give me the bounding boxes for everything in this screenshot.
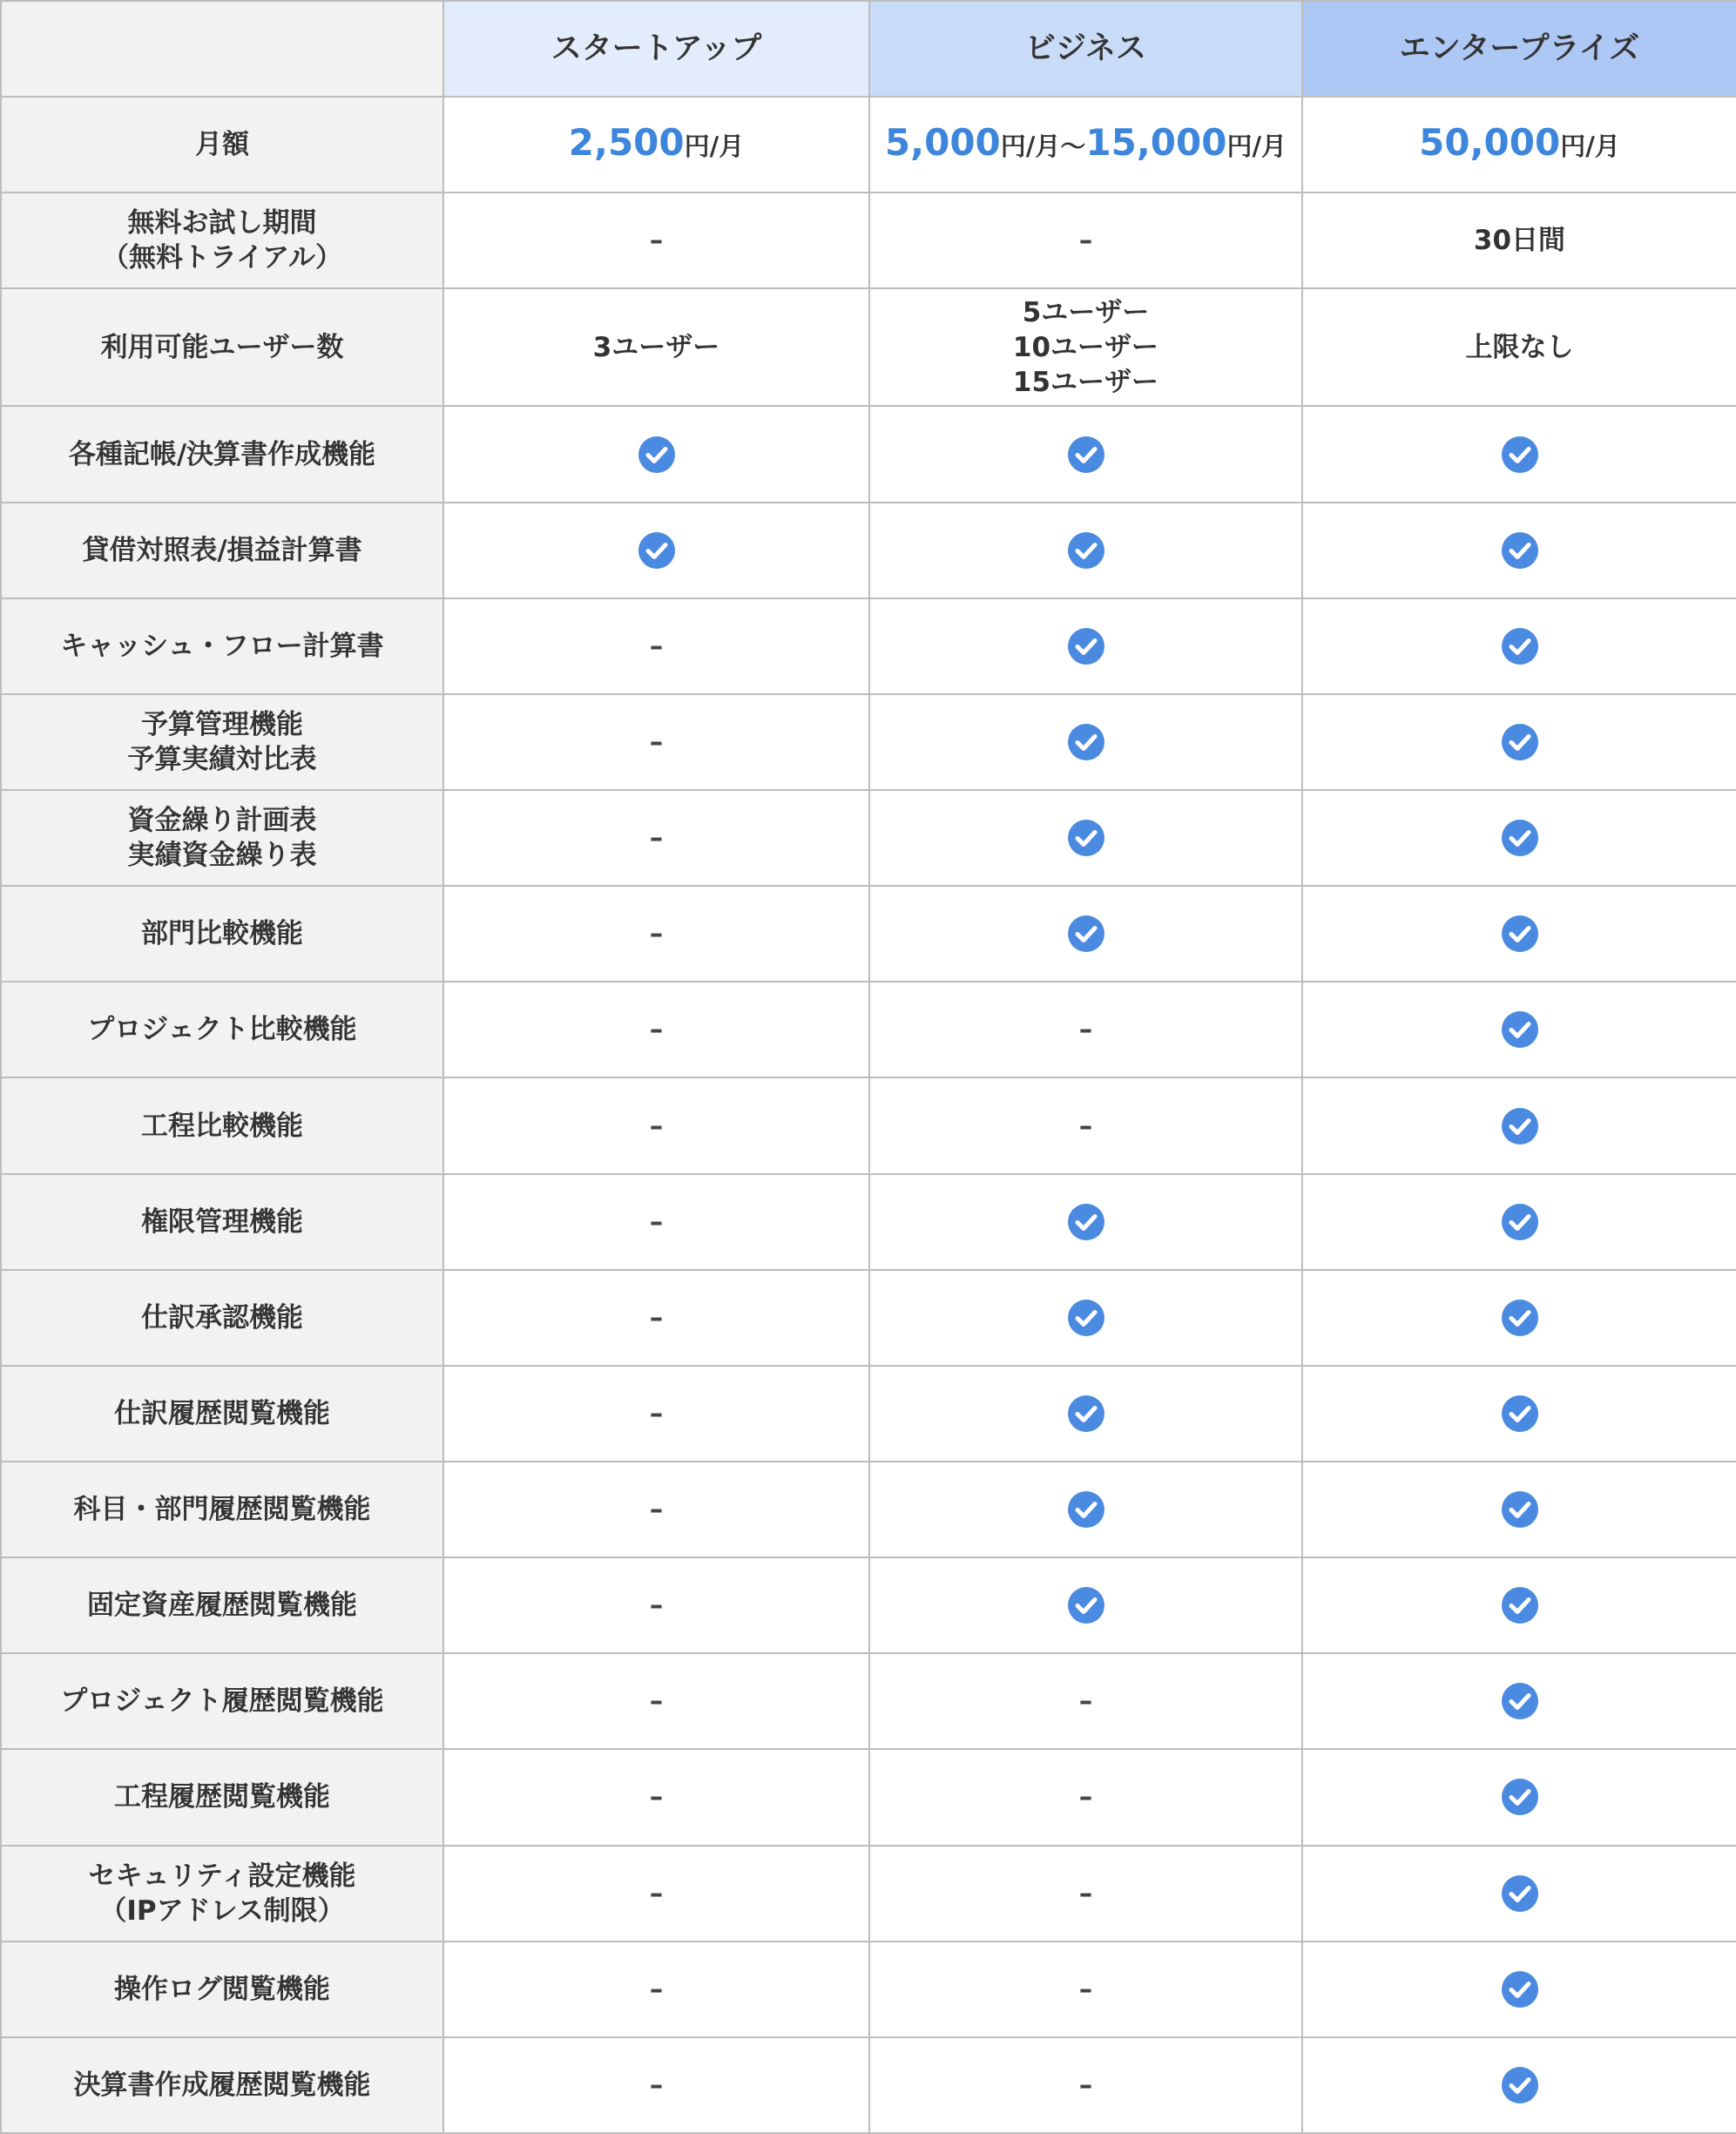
check-circle-icon: [638, 436, 676, 474]
price-amount: 2,500: [568, 121, 685, 165]
feature-label: [1, 1942, 443, 2037]
feature-business: [869, 406, 1302, 502]
feature-label-line: 仕訳履歴閲覧機能: [114, 1397, 330, 1429]
not-available-mark: –: [649, 1973, 664, 2005]
not-available-mark: –: [649, 1590, 664, 1622]
feature-enterprise: [1302, 2037, 1736, 2133]
trial-label: [1, 192, 443, 288]
feature-row: [1, 503, 1736, 598]
feature-row: [1, 982, 1736, 1077]
not-available-mark: –: [649, 918, 664, 950]
feature-label-line: 各種記帳/決算書作成機能: [68, 438, 376, 470]
feature-business: [869, 982, 1302, 1077]
feature-business: [869, 1077, 1302, 1173]
trial-label-line2: （無料トライアル）: [102, 242, 342, 274]
feature-row: [1, 1942, 1736, 2037]
feature-label: [1, 1270, 443, 1366]
feature-label-line: キャッシュ・フロー計算書: [60, 630, 384, 662]
feature-row: [1, 406, 1736, 502]
check-circle-icon: [1067, 627, 1105, 665]
not-available-mark: –: [649, 1494, 664, 1526]
check-circle-icon: [1501, 1395, 1539, 1433]
feature-business: [869, 886, 1302, 982]
feature-enterprise: [1302, 1462, 1736, 1557]
feature-enterprise: [1302, 982, 1736, 1077]
feature-label-line: 権限管理機能: [141, 1205, 303, 1238]
check-circle-icon: [1501, 1490, 1539, 1529]
feature-label: [1, 598, 443, 694]
feature-startup: [443, 1366, 869, 1462]
check-circle-icon: [1067, 436, 1105, 474]
price-unit-to: 円/月: [1226, 132, 1287, 162]
feature-label-line: 予算実績対比表: [127, 743, 317, 775]
check-circle-icon: [1501, 2066, 1539, 2104]
feature-row: [1, 1557, 1736, 1653]
check-circle-icon: [1067, 819, 1105, 857]
check-circle-icon: [1501, 1682, 1539, 1720]
check-circle-icon: [1501, 436, 1539, 474]
feature-label-line: 科目・部門履歴閲覧機能: [73, 1494, 371, 1526]
not-available-mark: –: [649, 1301, 664, 1334]
users-business: [869, 288, 1302, 406]
feature-startup: [443, 1174, 869, 1270]
feature-enterprise: [1302, 790, 1736, 886]
not-available-mark: –: [1078, 1781, 1093, 1813]
feature-row: [1, 2037, 1736, 2133]
feature-row: [1, 1462, 1736, 1557]
feature-row: [1, 1846, 1736, 1942]
feature-enterprise: [1302, 503, 1736, 598]
feature-label-line: プロジェクト比較機能: [87, 1014, 357, 1046]
feature-label: [1, 1462, 443, 1557]
not-available-mark: –: [1078, 1877, 1093, 1909]
check-circle-icon: [1501, 915, 1539, 953]
not-available-mark: –: [1078, 2069, 1093, 2101]
price-unit: 円/月: [684, 132, 745, 162]
price-label: 月額: [1, 97, 443, 192]
feature-row: [1, 1749, 1736, 1845]
feature-startup: [443, 982, 869, 1077]
feature-startup: [443, 1077, 869, 1173]
feature-label: [1, 1077, 443, 1173]
check-circle-icon: [1067, 1395, 1105, 1433]
trial-label-line1: 無料お試し期間: [127, 207, 317, 240]
feature-label-line: プロジェクト履歴閲覧機能: [60, 1685, 384, 1718]
check-circle-icon: [1501, 1586, 1539, 1624]
feature-business: [869, 503, 1302, 598]
price-startup: [443, 97, 869, 192]
check-circle-icon: [1067, 531, 1105, 570]
not-available-mark: –: [1078, 1973, 1093, 2005]
not-available-mark: –: [649, 1685, 664, 1718]
price-business: [869, 97, 1302, 192]
price-unit-from: 円/月: [1000, 132, 1061, 162]
check-circle-icon: [1501, 1299, 1539, 1337]
feature-startup: [443, 1462, 869, 1557]
feature-label-line: 工程履歴閲覧機能: [114, 1781, 330, 1813]
feature-startup: [443, 1942, 869, 2037]
feature-enterprise: [1302, 1749, 1736, 1845]
feature-enterprise: [1302, 598, 1736, 694]
feature-business: [869, 1653, 1302, 1749]
feature-label-line: 資金繰り計画表: [127, 805, 317, 837]
plan-header-business: ビジネス: [869, 1, 1302, 97]
feature-row: [1, 886, 1736, 982]
feature-enterprise: [1302, 406, 1736, 502]
feature-label: [1, 1653, 443, 1749]
feature-label: [1, 503, 443, 598]
feature-enterprise: [1302, 1270, 1736, 1366]
feature-startup: [443, 598, 869, 694]
feature-label: [1, 1174, 443, 1270]
not-available-mark: –: [649, 1110, 664, 1142]
not-available-mark: –: [1078, 1014, 1093, 1046]
feature-enterprise: [1302, 1174, 1736, 1270]
price-row: [1, 97, 1736, 192]
feature-enterprise: [1302, 1942, 1736, 2037]
feature-label: [1, 982, 443, 1077]
feature-row: [1, 694, 1736, 790]
feature-startup: [443, 1270, 869, 1366]
price-unit: 円/月: [1560, 132, 1620, 162]
check-circle-icon: [1067, 1203, 1105, 1241]
price-tilde: 〜: [1060, 132, 1086, 162]
feature-business: [869, 694, 1302, 790]
check-circle-icon: [638, 531, 676, 570]
users-business-option: 10ユーザー: [1012, 331, 1159, 363]
check-circle-icon: [1067, 1586, 1105, 1624]
feature-row: [1, 790, 1736, 886]
feature-label: [1, 790, 443, 886]
feature-business: [869, 1270, 1302, 1366]
not-available-mark: –: [1078, 1110, 1093, 1142]
feature-label-line: 決算書作成履歴閲覧機能: [73, 2069, 371, 2101]
feature-startup: [443, 1846, 869, 1942]
not-available-mark: –: [649, 1014, 664, 1046]
users-enterprise: 上限なし: [1302, 288, 1736, 406]
check-circle-icon: [1501, 1970, 1539, 2009]
feature-label-line: 操作ログ閲覧機能: [114, 1973, 330, 2005]
feature-label: [1, 406, 443, 502]
feature-startup: [443, 790, 869, 886]
check-circle-icon: [1067, 1490, 1105, 1529]
feature-row: [1, 1653, 1736, 1749]
feature-startup: [443, 694, 869, 790]
feature-startup: [443, 886, 869, 982]
feature-row: [1, 1174, 1736, 1270]
feature-enterprise: [1302, 886, 1736, 982]
feature-startup: [443, 1653, 869, 1749]
feature-business: [869, 1366, 1302, 1462]
feature-business: [869, 790, 1302, 886]
feature-startup: [443, 1749, 869, 1845]
feature-label: [1, 1846, 443, 1942]
users-startup: 3ユーザー: [443, 288, 869, 406]
feature-label-line: セキュリティ設定機能: [88, 1860, 356, 1892]
not-available-mark: –: [649, 1397, 664, 1429]
feature-startup: [443, 503, 869, 598]
feature-label-line: 仕訳承認機能: [141, 1301, 303, 1334]
plan-header-startup: スタートアップ: [443, 1, 869, 97]
check-circle-icon: [1501, 1010, 1539, 1049]
feature-row: [1, 1077, 1736, 1173]
feature-enterprise: [1302, 1077, 1736, 1173]
feature-label: [1, 1557, 443, 1653]
check-circle-icon: [1067, 1299, 1105, 1337]
check-circle-icon: [1501, 819, 1539, 857]
feature-business: [869, 1749, 1302, 1845]
users-business-option: 5ユーザー: [1022, 296, 1150, 328]
feature-business: [869, 1462, 1302, 1557]
trial-row: [1, 192, 1736, 288]
feature-label-line: 予算管理機能: [141, 708, 303, 740]
feature-startup: [443, 406, 869, 502]
feature-business: [869, 1846, 1302, 1942]
check-circle-icon: [1501, 1107, 1539, 1145]
check-circle-icon: [1501, 723, 1539, 761]
users-business-option: 15ユーザー: [1012, 366, 1159, 398]
feature-business: [869, 2037, 1302, 2133]
users-label: 利用可能ユーザー数: [1, 288, 443, 406]
feature-enterprise: [1302, 1846, 1736, 1942]
feature-label: [1, 1366, 443, 1462]
not-available-mark: –: [1078, 1685, 1093, 1718]
not-available-mark: –: [649, 726, 664, 758]
check-circle-icon: [1501, 627, 1539, 665]
trial-business: –: [869, 192, 1302, 288]
not-available-mark: –: [649, 1877, 664, 1909]
feature-label-line: 部門比較機能: [141, 918, 303, 950]
feature-label: [1, 2037, 443, 2133]
users-row: [1, 288, 1736, 406]
price-amount-to: 15,000: [1085, 121, 1227, 165]
check-circle-icon: [1501, 1874, 1539, 1913]
check-circle-icon: [1067, 723, 1105, 761]
feature-business: [869, 1174, 1302, 1270]
feature-business: [869, 1942, 1302, 2037]
feature-enterprise: [1302, 1557, 1736, 1653]
plan-header-enterprise: エンタープライズ: [1302, 1, 1736, 97]
feature-row: [1, 598, 1736, 694]
feature-enterprise: [1302, 1653, 1736, 1749]
feature-business: [869, 598, 1302, 694]
feature-label-line: 固定資産履歴閲覧機能: [87, 1590, 357, 1622]
check-circle-icon: [1501, 1203, 1539, 1241]
check-circle-icon: [1501, 1778, 1539, 1816]
not-available-mark: –: [649, 1781, 664, 1813]
feature-business: [869, 1557, 1302, 1653]
feature-row: [1, 1366, 1736, 1462]
not-available-mark: –: [649, 822, 664, 854]
check-circle-icon: [1067, 915, 1105, 953]
price-amount-from: 5,000: [884, 121, 1001, 165]
feature-label-line: 貸借対照表/損益計算書: [82, 534, 362, 566]
price-enterprise: [1302, 97, 1736, 192]
feature-label: [1, 886, 443, 982]
feature-startup: [443, 2037, 869, 2133]
feature-label-line: 工程比較機能: [141, 1110, 303, 1142]
trial-startup: –: [443, 192, 869, 288]
feature-enterprise: [1302, 694, 1736, 790]
not-available-mark: –: [649, 630, 664, 662]
feature-label: [1, 1749, 443, 1845]
feature-startup: [443, 1557, 869, 1653]
header-row: [1, 1, 1736, 97]
feature-label: [1, 694, 443, 790]
feature-label-line: 実績資金繰り表: [127, 840, 317, 872]
not-available-mark: –: [649, 2069, 664, 2101]
feature-label-line: （IPアドレス制限）: [99, 1894, 345, 1927]
trial-enterprise: 30日間: [1302, 192, 1736, 288]
not-available-mark: –: [649, 1205, 664, 1238]
corner-cell: [1, 1, 443, 97]
feature-enterprise: [1302, 1366, 1736, 1462]
price-amount: 50,000: [1419, 121, 1561, 165]
feature-row: [1, 1270, 1736, 1366]
check-circle-icon: [1501, 531, 1539, 570]
